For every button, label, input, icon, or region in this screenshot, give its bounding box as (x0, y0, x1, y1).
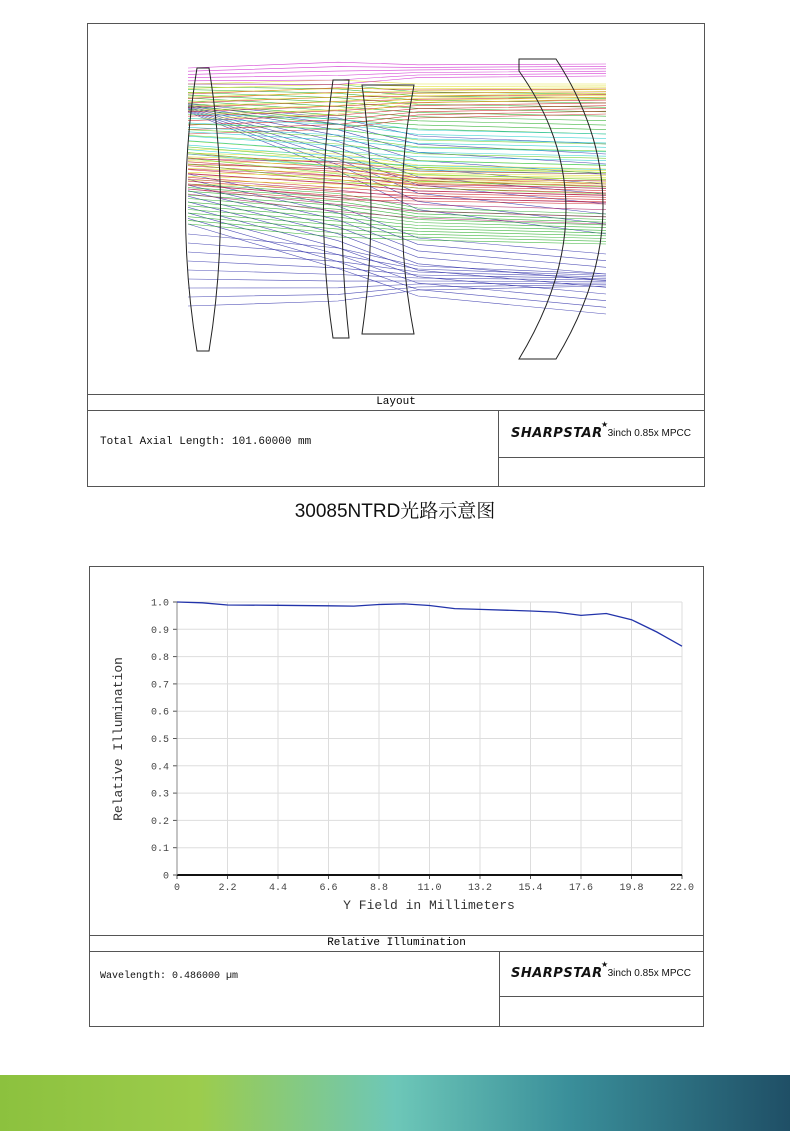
illumination-info-box (90, 951, 500, 1026)
brand-model-text: 3inch 0.85x MPCC (607, 428, 691, 439)
lens-layout-diagram (88, 24, 704, 394)
x-tick-label: 15.4 (518, 883, 543, 894)
y-tick-labels (151, 599, 169, 883)
illumination-brand-box (499, 951, 703, 997)
x-tick-label: 22.0 (669, 883, 695, 894)
y-axis-label: Relative Illumination (111, 657, 126, 821)
x-tick-label: 19.8 (619, 883, 644, 894)
ray-line (188, 74, 606, 81)
illumination-caption: Relative Illumination (90, 935, 703, 952)
brand-logo (510, 960, 609, 981)
y-tick-label: 0.3 (150, 789, 169, 801)
y-tick-label: 0.8 (150, 653, 169, 665)
total-axial-length-label: Total Axial Length: 101.60000 mm (100, 436, 312, 448)
brand-name-text: SHARPSTAR (510, 966, 603, 981)
brand-logo (510, 420, 609, 441)
y-tick-label: 0.6 (150, 707, 169, 719)
layout-panel (87, 23, 705, 487)
y-tick-label: 0.9 (150, 625, 169, 637)
y-tick-label: 0.4 (150, 762, 169, 774)
star-icon: ★ (600, 420, 609, 429)
x-tick-label: 13.2 (467, 883, 493, 894)
relative-illumination-chart (90, 567, 703, 935)
layout-brand-box (498, 410, 704, 458)
ray-bundles (188, 62, 606, 314)
wavelength-label: Wavelength: 0.486000 µm (100, 971, 239, 982)
illumination-panel (89, 566, 704, 1027)
star-icon: ★ (600, 960, 609, 969)
layout-info-box (88, 410, 499, 486)
x-tick-label: 17.6 (568, 883, 594, 894)
x-tick-label: 0 (173, 883, 181, 894)
x-tick-label: 4.4 (268, 883, 288, 894)
x-tick-label: 6.6 (319, 883, 338, 894)
x-tick-labels (174, 883, 694, 894)
x-tick-label: 11.0 (417, 883, 442, 894)
brand-model-text: 3inch 0.85x MPCC (607, 968, 691, 979)
chart-grid (173, 602, 682, 879)
y-tick-label: 0.7 (150, 680, 169, 692)
ray-line (188, 196, 606, 281)
ray-line (188, 104, 606, 144)
ray-line (188, 243, 606, 276)
y-tick-label: 0.1 (150, 844, 169, 856)
y-tick-label: 0.2 (150, 816, 169, 828)
figure-caption: 30085NTRD光路示意图 (294, 501, 496, 522)
y-tick-label: 1.0 (150, 598, 169, 610)
x-tick-label: 8.8 (369, 883, 389, 894)
y-tick-label: 0 (162, 871, 169, 883)
footer-gradient-bar (0, 1075, 790, 1131)
brand-name-text: SHARPSTAR (510, 426, 603, 441)
x-tick-label: 2.2 (218, 883, 237, 894)
x-axis-label: Y Field in Millimeters (343, 898, 515, 913)
layout-caption: Layout (88, 394, 704, 411)
y-tick-label: 0.5 (150, 735, 169, 746)
